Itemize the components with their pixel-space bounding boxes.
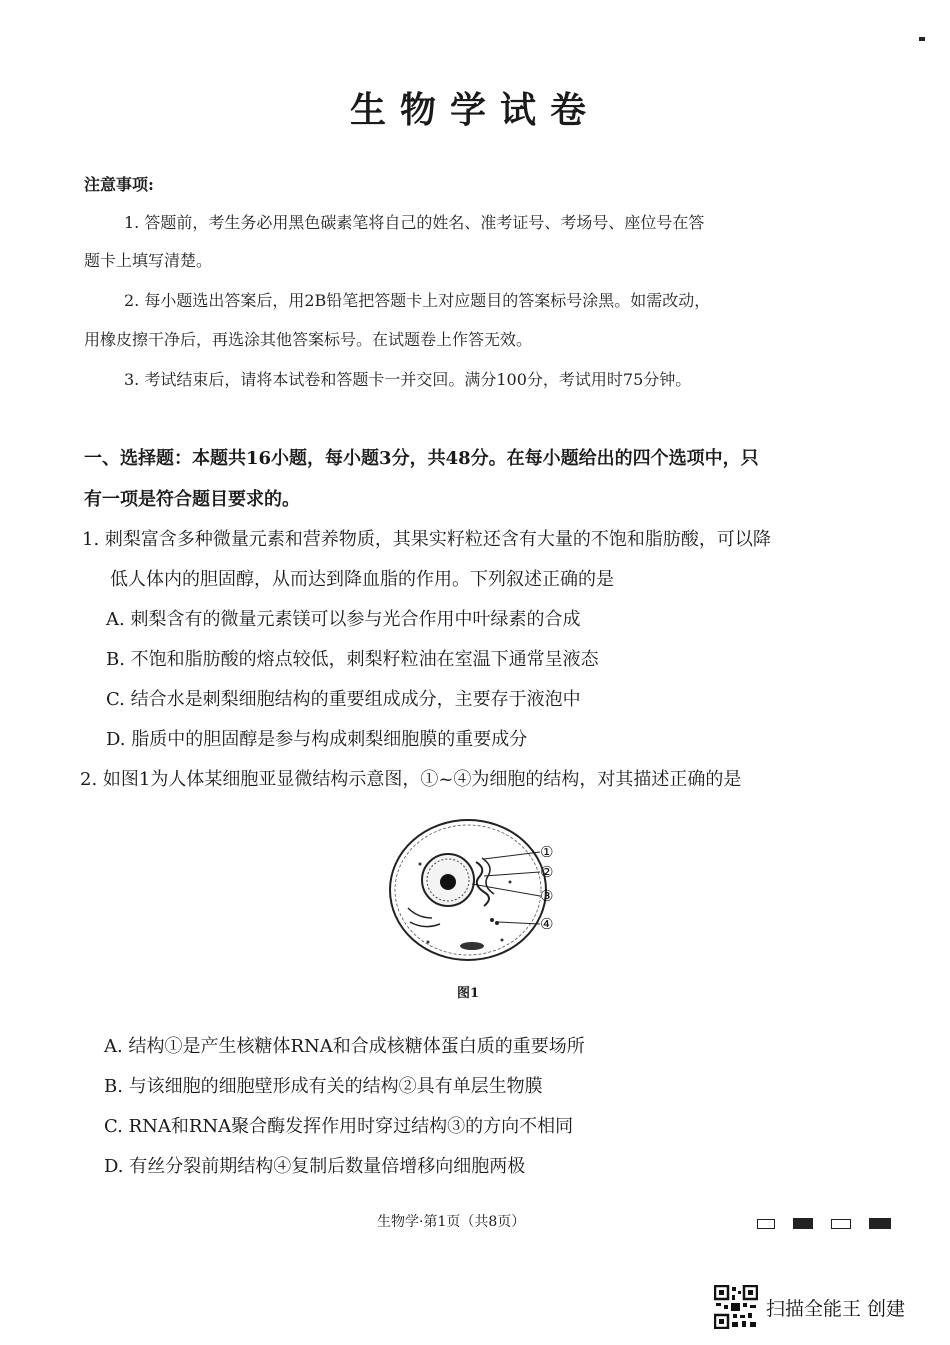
registration-mark-1 bbox=[757, 1219, 775, 1229]
page-title: 生物学试卷 bbox=[349, 89, 600, 131]
section-heading-line-1: 一、选择题：本题共16小题，每小题3分，共48分。在每小题给出的四个选项中，只 bbox=[84, 448, 759, 469]
notice-3-line-1: 3. 考试结束后，请将本试卷和答题卡一并交回。满分100分，考试用时75分钟。 bbox=[124, 370, 692, 389]
figure-label-4: ④ bbox=[540, 915, 554, 933]
figure-label-2: ② bbox=[540, 863, 554, 881]
question-1-option-d: D. 脂质中的胆固醇是参与构成刺梨细胞膜的重要成分 bbox=[106, 729, 528, 750]
page-footer: 生物学·第1页（共8页） bbox=[377, 1214, 526, 1230]
registration-marks bbox=[757, 1213, 909, 1232]
corner-mark bbox=[919, 37, 925, 41]
notice-heading: 注意事项: bbox=[84, 175, 154, 194]
notice-1-line-1: 1. 答题前，考生务必用黑色碳素笔将自己的姓名、准考证号、考场号、座位号在答 bbox=[124, 213, 705, 232]
question-2-stem: 2. 如图1为人体某细胞亚显微结构示意图，①~④为细胞的结构，对其描述正确的是 bbox=[80, 769, 742, 790]
question-2-option-a: A. 结构①是产生核糖体RNA和合成核糖体蛋白质的重要场所 bbox=[104, 1036, 585, 1057]
question-1-option-c: C. 结合水是刺梨细胞结构的重要组成成分，主要存于液泡中 bbox=[106, 689, 581, 710]
qr-code-icon bbox=[714, 1285, 758, 1329]
figure-label-1: ① bbox=[540, 843, 554, 861]
centriole bbox=[490, 918, 494, 922]
figure-caption: 图1 bbox=[457, 986, 480, 1001]
cell-diagram bbox=[380, 812, 580, 972]
scanner-text: 扫描全能王 创建 bbox=[766, 1297, 906, 1320]
registration-mark-4 bbox=[869, 1218, 891, 1229]
notice-2-line-1: 2. 每小题选出答案后，用2B铅笔把答题卡上对应题目的答案标号涂黑。如需改动， bbox=[124, 291, 711, 310]
nucleolus bbox=[440, 874, 456, 890]
golgi-apparatus bbox=[476, 862, 489, 906]
question-1-option-b: B. 不饱和脂肪酸的熔点较低，刺梨籽粒油在室温下通常呈液态 bbox=[106, 649, 599, 670]
notice-1-line-2: 题卡上填写清楚。 bbox=[84, 251, 213, 270]
registration-mark-2 bbox=[793, 1218, 813, 1229]
registration-mark-3 bbox=[831, 1219, 851, 1229]
scanner-watermark bbox=[714, 1285, 905, 1329]
figure-label-3: ③ bbox=[540, 887, 554, 905]
question-1-stem-line-1: 1. 刺梨富含多种微量元素和营养物质，其果实籽粒还含有大量的不饱和脂肪酸，可以降 bbox=[82, 529, 771, 550]
question-2-option-c: C. RNA和RNA聚合酶发挥作用时穿过结构③的方向不相同 bbox=[104, 1116, 574, 1137]
question-1-option-a: A. 刺梨含有的微量元素镁可以参与光合作用中叶绿素的合成 bbox=[106, 609, 581, 630]
question-1-stem-line-2: 低人体内的胆固醇，从而达到降血脂的作用。下列叙述正确的是 bbox=[110, 569, 614, 590]
notice-2-line-2: 用橡皮擦干净后，再选涂其他答案标号。在试题卷上作答无效。 bbox=[84, 330, 533, 349]
question-2-option-d: D. 有丝分裂前期结构④复制后数量倍增移向细胞两极 bbox=[104, 1156, 526, 1177]
section-heading-line-2: 有一项是符合题目要求的。 bbox=[84, 489, 300, 510]
question-2-option-b: B. 与该细胞的细胞壁形成有关的结构②具有单层生物膜 bbox=[104, 1076, 543, 1097]
